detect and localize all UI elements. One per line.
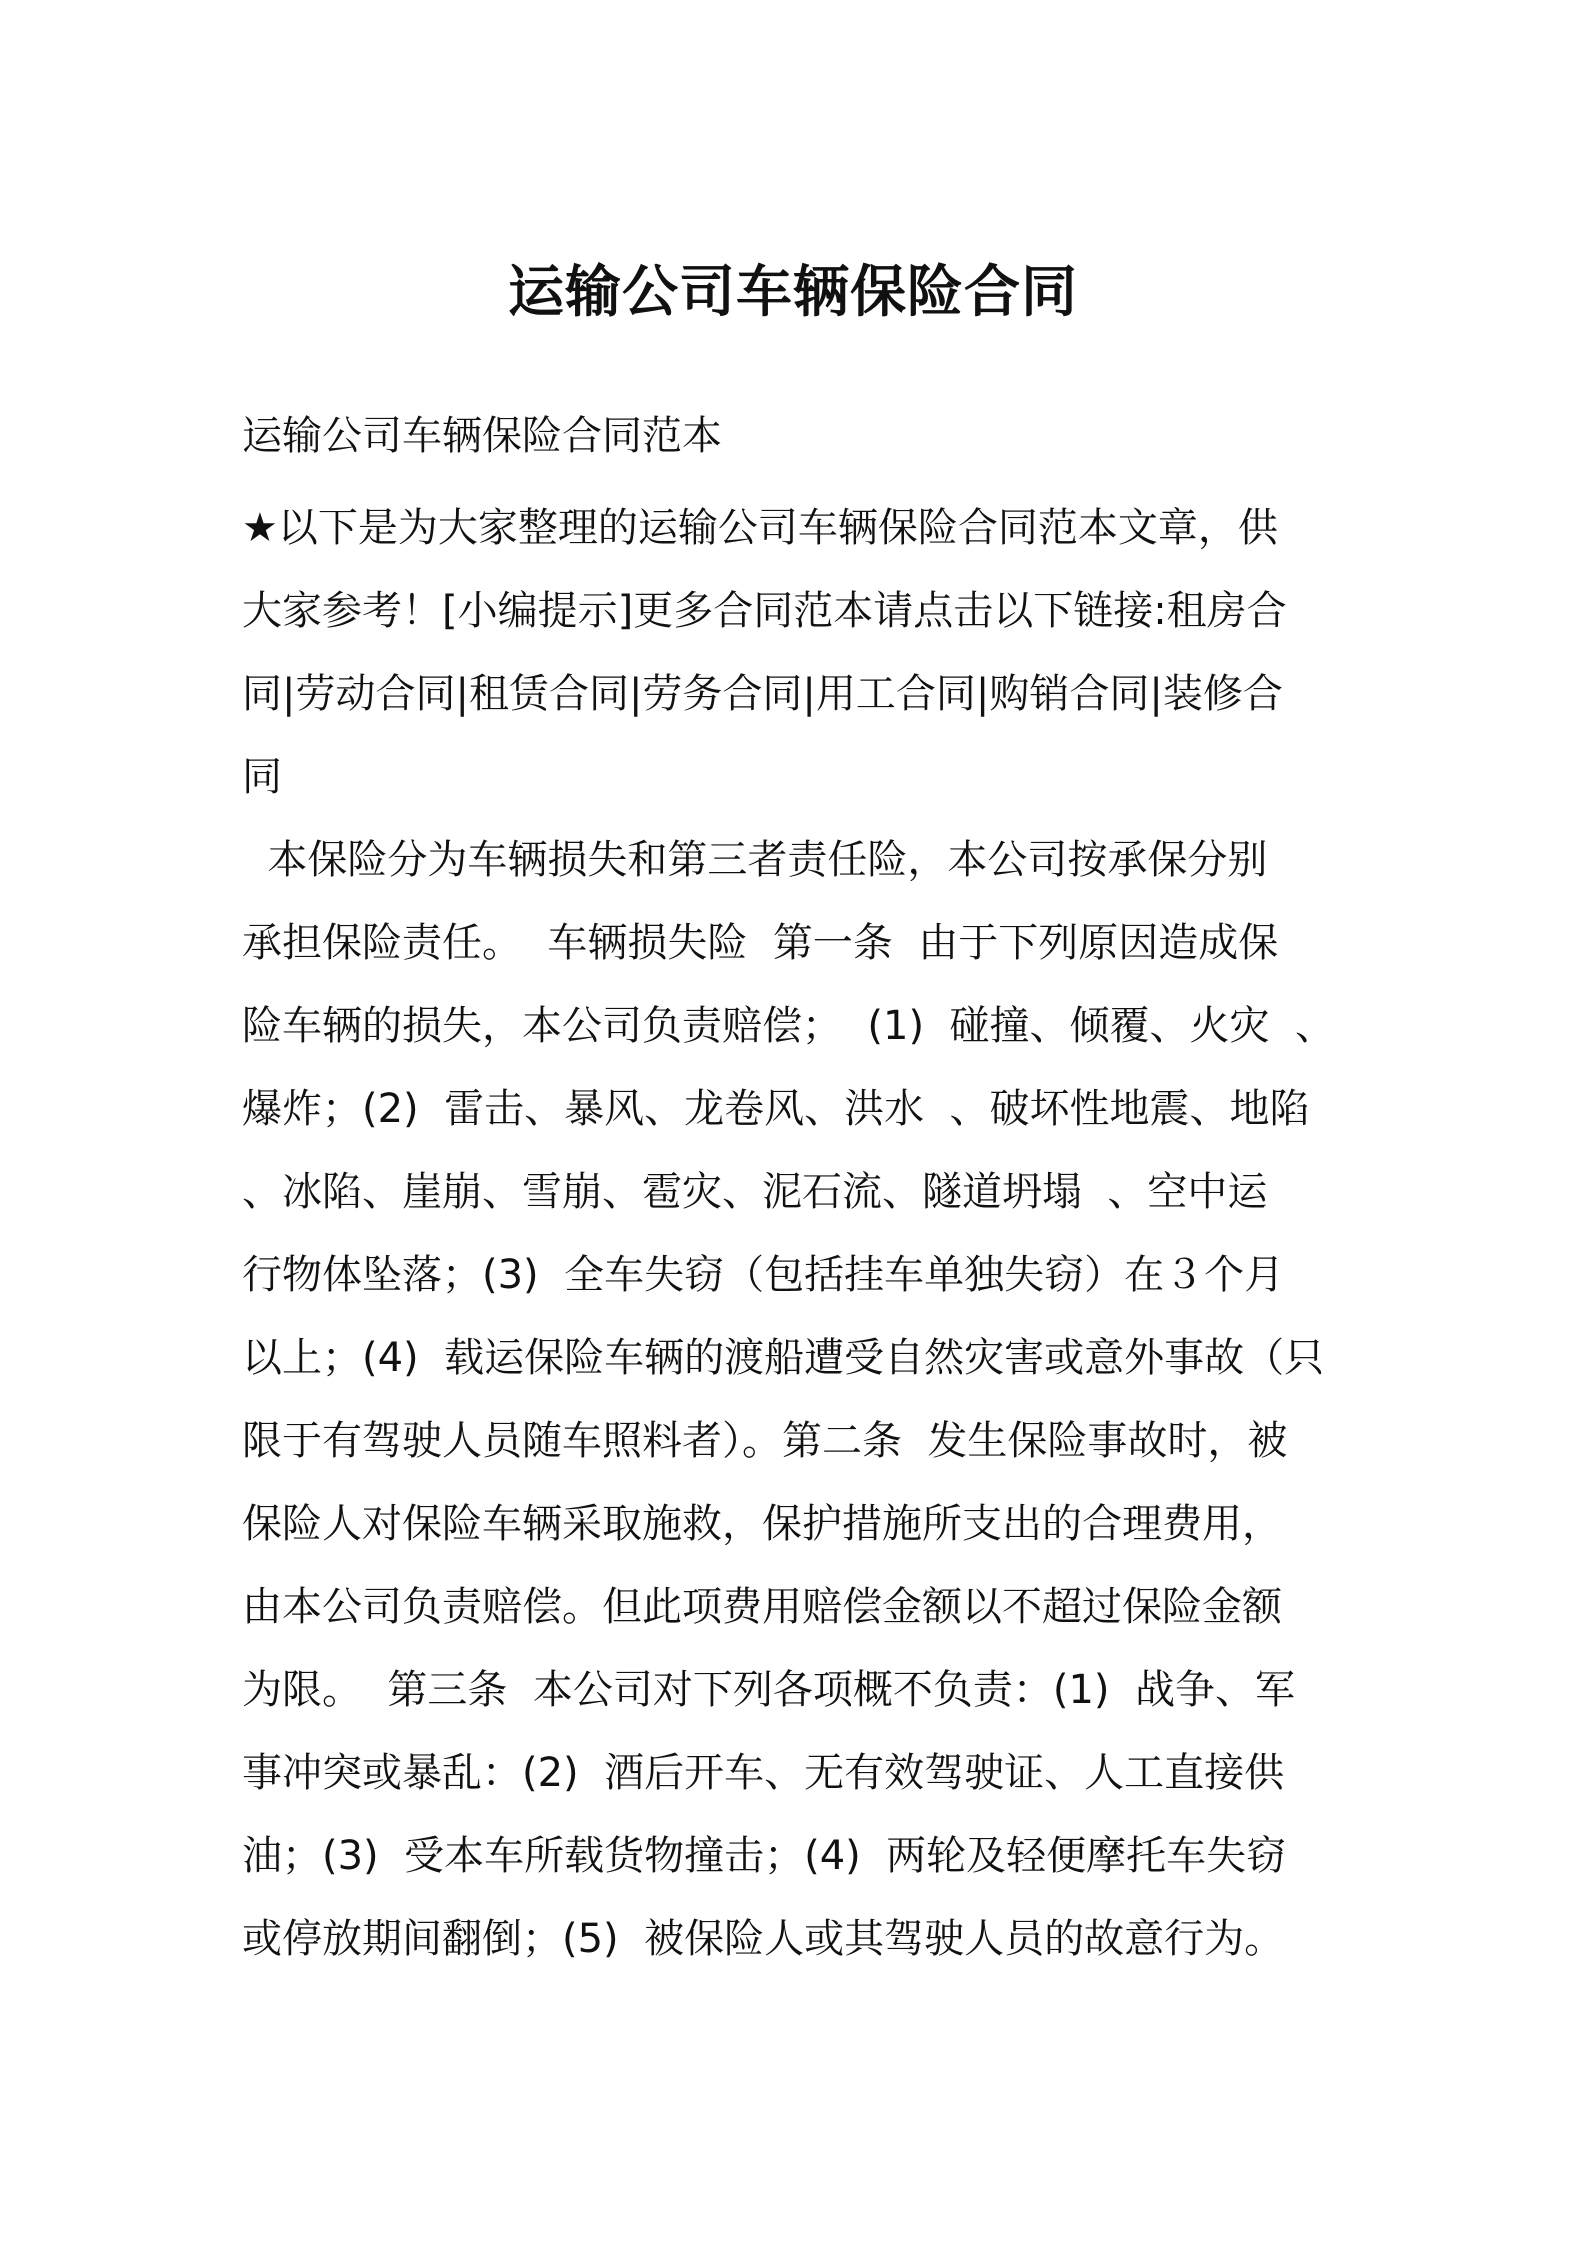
body-line: 由本公司负责赔偿。但此项费用赔偿金额以不超过保险金额 bbox=[242, 1584, 1282, 1630]
document-title: 运输公司车辆保险合同 bbox=[508, 260, 1078, 325]
document-subtitle: 运输公司车辆保险合同范本 bbox=[242, 413, 722, 459]
body-line: 为限。 第三条 本公司对下列各项概不负责：(1) 战争、军 bbox=[242, 1667, 1295, 1713]
body-line: 或停放期间翻倒；(5) 被保险人或其驾驶人员的故意行为。 bbox=[242, 1916, 1285, 1962]
intro-line: 同|劳动合同|租赁合同|劳务合同|用工合同|购销合同|装修合 bbox=[242, 671, 1283, 717]
body-line: 、冰陷、崖崩、雪崩、雹灾、泥石流、隧道坍塌 、空中运 bbox=[242, 1169, 1268, 1215]
body-line: 限于有驾驶人员随车照料者）。第二条 发生保险事故时，被 bbox=[242, 1418, 1288, 1464]
body-line: 事冲突或暴乱：(2) 酒后开车、无有效驾驶证、人工直接供 bbox=[242, 1750, 1285, 1796]
body-line: 行物体坠落；(3) 全车失窃（包括挂车单独失窃）在３个月 bbox=[242, 1252, 1285, 1298]
intro-line: ★以下是为大家整理的运输公司车辆保险合同范本文章，供 bbox=[242, 505, 1278, 551]
body-line: 以上；(4) 载运保险车辆的渡船遭受自然灾害或意外事故（只 bbox=[242, 1335, 1325, 1381]
body-line: 爆炸；(2) 雷击、暴风、龙卷风、洪水 、破坏性地震、地陷 bbox=[242, 1086, 1310, 1132]
body-line: 承担保险责任。 车辆损失险 第一条 由于下列原因造成保 bbox=[242, 920, 1279, 966]
intro-paragraph bbox=[242, 487, 1356, 819]
body-line: 本保险分为车辆损失和第三者责任险，本公司按承保分别 bbox=[242, 837, 1268, 883]
body-line: 油；(3) 受本车所载货物撞击；(4) 两轮及轻便摩托车失窃 bbox=[242, 1833, 1287, 1879]
body-paragraph bbox=[242, 819, 1356, 1981]
intro-line: 大家参考！[小编提示]更多合同范本请点击以下链接:租房合 bbox=[242, 588, 1287, 634]
body-line: 险车辆的损失，本公司负责赔偿； (1) 碰撞、倾覆、火灾 、 bbox=[242, 1003, 1335, 1049]
body-line: 保险人对保险车辆采取施救，保护措施所支出的合理费用， bbox=[242, 1501, 1282, 1547]
intro-line: 同 bbox=[242, 754, 282, 800]
